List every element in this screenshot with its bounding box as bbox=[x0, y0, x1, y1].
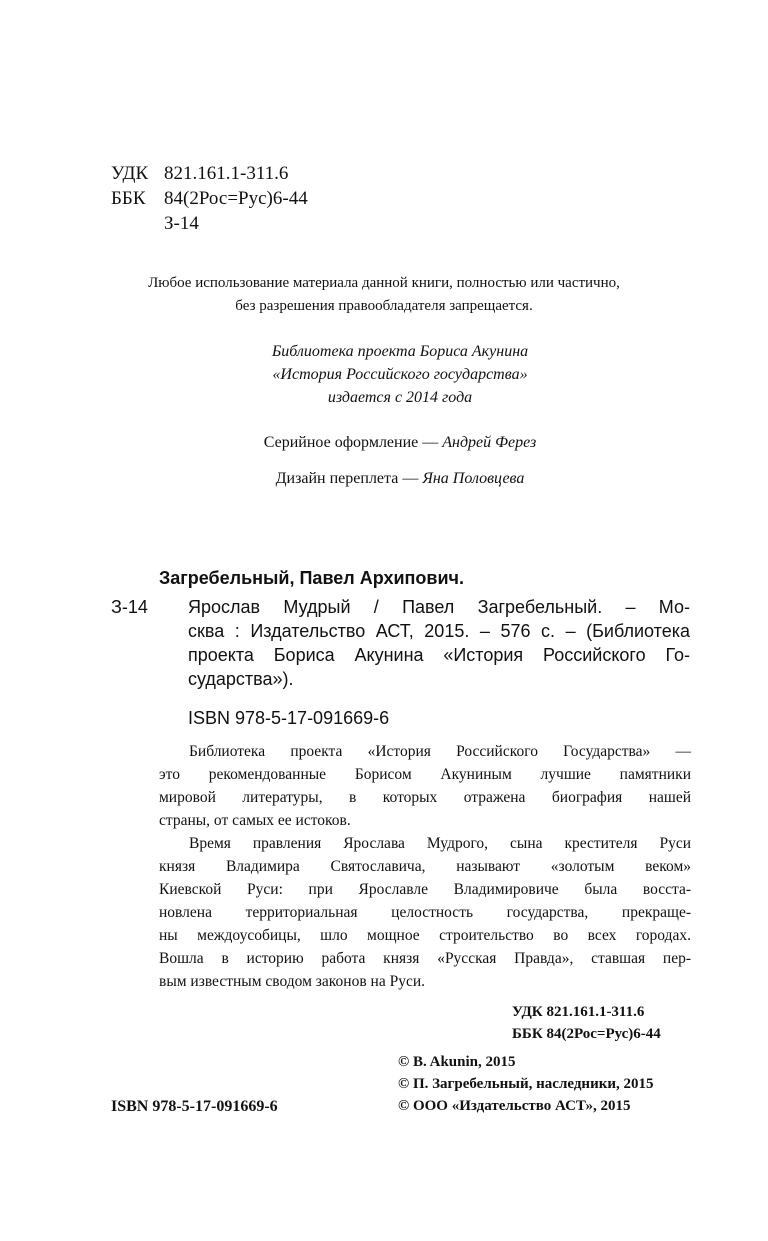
description-line: Ярослав Мудрый / Павел Загребельный. – Мо- bbox=[188, 597, 690, 617]
author-mark: З-14 bbox=[164, 213, 199, 234]
copyright-block bbox=[398, 1052, 654, 1117]
notice-line-1: Любое использование материала данной книги, полностью или частично, bbox=[148, 275, 620, 291]
annotation-line: Вошла в историю работа князя «Русская Правда», ставшая пер- bbox=[159, 950, 691, 967]
copyright-line-1: © B. Akunin, 2015 bbox=[398, 1054, 516, 1070]
annotation-line: князя Владимира Святославича, называют «золотым веком» bbox=[159, 858, 691, 875]
bottom-udk: УДК 821.161.1-311.6 bbox=[512, 1004, 645, 1020]
annotation-line: мировой литературы, в которых отражена биография нашей bbox=[159, 789, 691, 806]
annotation bbox=[159, 740, 691, 993]
notice-line-2: без разрешения правообладателя запрещается. bbox=[235, 298, 533, 314]
annotation-line: это рекомендованные Борисом Акуниным лучшие памятники bbox=[159, 766, 691, 783]
series-line-2: «История Российского государства» bbox=[272, 366, 528, 383]
copyright-line-3: © ООО «Издательство АСТ», 2015 bbox=[398, 1098, 631, 1114]
card-author: Загребельный, Павел Архипович. bbox=[159, 568, 464, 588]
annotation-line: Время правления Ярослава Мудрого, сына крестителя Руси bbox=[189, 835, 691, 852]
description-line: проекта Бориса Акунина «История Российского Го- bbox=[188, 645, 690, 665]
series-design-credit bbox=[0, 432, 768, 454]
annotation-line: Библиотека проекта «История Российского Государства» — bbox=[189, 743, 691, 760]
annotation-line: новлена территориальная целостность государства, прекраще- bbox=[159, 904, 691, 921]
cover-design-credit bbox=[0, 468, 768, 490]
cover-design-name: Яна Половцева bbox=[422, 470, 525, 487]
series-info bbox=[0, 340, 768, 409]
description-line: сударства»). bbox=[188, 669, 294, 689]
description-line: сква : Издательство АСТ, 2015. – 576 с. – (Библиотека bbox=[188, 621, 690, 641]
classification-block bbox=[111, 163, 308, 235]
card-isbn: ISBN 978-5-17-091669-6 bbox=[188, 708, 390, 728]
bbk-line bbox=[111, 188, 308, 210]
card-description bbox=[188, 595, 690, 691]
cover-design-label: Дизайн переплета — bbox=[275, 470, 423, 487]
annotation-line: Киевской Руси: при Ярославле Владимировиче была восста- bbox=[159, 881, 691, 898]
series-line-3: издается с 2014 года bbox=[327, 389, 473, 406]
bottom-bbk: ББК 84(2Рос=Рус)6-44 bbox=[512, 1026, 661, 1042]
udk-line bbox=[111, 163, 308, 185]
series-design-name: Андрей Ферез bbox=[442, 434, 537, 451]
annotation-line: ны междоусобицы, шло мощное строительство во всех городах. bbox=[159, 927, 691, 944]
bbk-value: 84(2Рос=Рус)6-44 bbox=[164, 188, 308, 209]
copyright-line-2: © П. Загребельный, наследники, 2015 bbox=[398, 1076, 654, 1092]
bottom-classification bbox=[512, 1002, 661, 1045]
card-code: З-14 bbox=[111, 597, 148, 617]
udk-label: УДК bbox=[111, 163, 149, 184]
udk-value: 821.161.1-311.6 bbox=[164, 163, 289, 184]
annotation-line: страны, от самых ее истоков. bbox=[159, 812, 351, 829]
bottom-isbn: ISBN 978-5-17-091669-6 bbox=[111, 1098, 278, 1115]
bbk-label: ББК bbox=[111, 188, 146, 209]
copyright-notice bbox=[0, 272, 768, 317]
series-line-1: Библиотека проекта Бориса Акунина bbox=[271, 343, 529, 360]
series-design-label: Серийное оформление — bbox=[263, 434, 443, 451]
annotation-line: вым известным сводом законов на Руси. bbox=[159, 973, 425, 990]
